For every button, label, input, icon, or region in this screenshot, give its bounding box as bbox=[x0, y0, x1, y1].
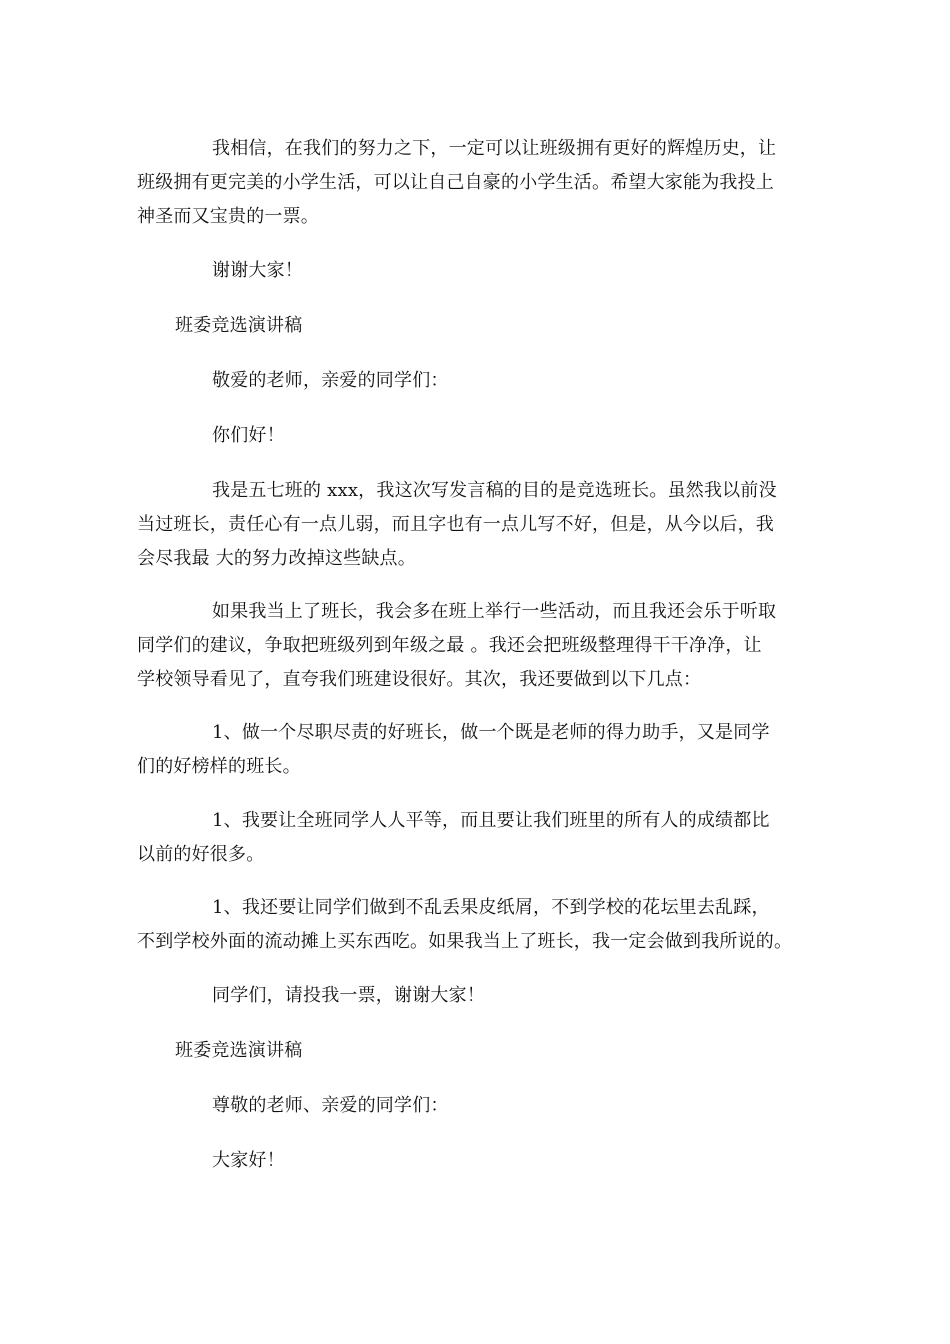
paragraph-line: 我相信，在我们的努力之下，一定可以让班级拥有更好的辉煌历史，让 bbox=[212, 138, 777, 159]
list-item-line: 1、我还要让同学们做到不乱丢果皮纸屑，不到学校的花坛里去乱踩， bbox=[212, 897, 770, 918]
paragraph-line: 会尽我最 大的努力改掉这些缺点。 bbox=[137, 548, 416, 569]
list-item-line: 们的好榜样的班长。 bbox=[137, 756, 301, 777]
paragraph-line: 同学们的建议，争取把班级列到年级之最 。我还会把班级整理得干干净净，让 bbox=[137, 635, 762, 656]
closing-line: 同学们，请投我一票，谢谢大家！ bbox=[212, 985, 485, 1006]
section-heading: 班委竞选演讲稿 bbox=[175, 315, 303, 336]
list-item-line: 以前的好很多。 bbox=[137, 844, 265, 865]
greeting: 你们好！ bbox=[212, 425, 285, 446]
greeting: 大家好！ bbox=[212, 1150, 285, 1171]
list-item-line: 1、做一个尽职尽责的好班长，做一个既是老师的得力助手，又是同学 bbox=[212, 722, 770, 743]
paragraph-line: 我是五七班的 xxx，我这次写发言稿的目的是竞选班长。虽然我以前没 bbox=[212, 480, 777, 501]
list-item-line: 不到学校外面的流动摊上买东西吃。如果我当上了班长，我一定会做到我所说的。 bbox=[137, 931, 793, 952]
paragraph-line: 神圣而又宝贵的一票。 bbox=[137, 206, 319, 227]
salutation: 敬爱的老师，亲爱的同学们： bbox=[212, 370, 449, 391]
paragraph-line: 当过班长，责任心有一点儿弱，而且字也有一点儿写不好，但是，从今以后，我 bbox=[137, 514, 774, 535]
paragraph-line: 学校领导看见了，直夸我们班建设很好。其次，我还要做到以下几点： bbox=[137, 669, 702, 690]
section-heading: 班委竞选演讲稿 bbox=[175, 1040, 303, 1061]
paragraph-line: 班级拥有更完美的小学生活，可以让自己自豪的小学生活。希望大家能为我投上 bbox=[137, 172, 774, 193]
salutation: 尊敬的老师、亲爱的同学们： bbox=[212, 1095, 449, 1116]
list-item-line: 1、我要让全班同学人人平等，而且要让我们班里的所有人的成绩都比 bbox=[212, 810, 770, 831]
paragraph-line: 如果我当上了班长，我会多在班上举行一些活动，而且我还会乐于听取 bbox=[212, 601, 777, 622]
closing-line: 谢谢大家！ bbox=[212, 260, 303, 281]
